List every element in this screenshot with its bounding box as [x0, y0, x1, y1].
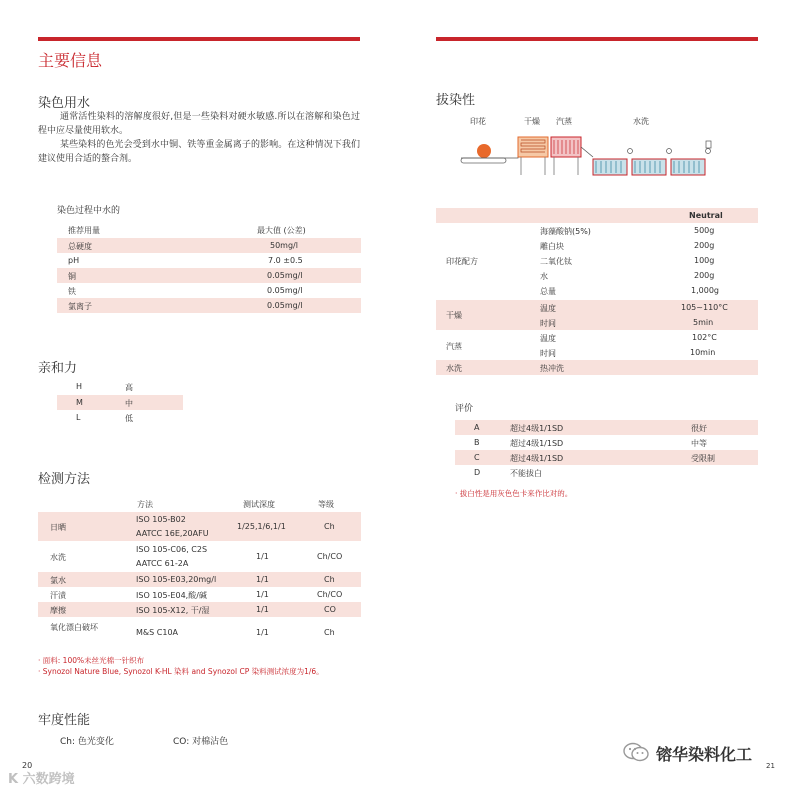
water-row-value: 0.05mg/l [267, 271, 303, 280]
process-label-steam: 汽蒸 [556, 117, 572, 126]
recipe-item-label: 水 [540, 272, 548, 281]
testing-row-grade: Ch/CO [317, 590, 343, 599]
testing-header-grade: 等级 [318, 500, 334, 509]
recipe-item-value: 105~110°C [681, 303, 728, 312]
water-row-band [57, 298, 361, 313]
fastness-co-legend: CO: 对棉沾色 [173, 737, 229, 747]
affinity-code: H [76, 382, 83, 391]
affinity-level: 低 [125, 414, 133, 423]
recipe-item-label: 时间 [540, 349, 556, 358]
testing-row-method: ISO 105-C06, C2S [136, 545, 208, 554]
testing-row-name: 氯水 [50, 576, 66, 585]
process-label-wash: 水洗 [633, 117, 649, 126]
testing-row-method: ISO 105-B02 [136, 515, 186, 524]
testing-row-method: AATCC 61-2A [136, 559, 189, 568]
recipe-item-label: 二氧化钛 [540, 257, 572, 266]
affinity-code: M [76, 398, 83, 407]
water-paragraph-1: 通常活性染料的溶解度很好,但是一些染料对硬水敏感.所以在溶解和染色过程中应尽量使用软水。 [38, 112, 360, 136]
recipe-item-label: 雕白块 [540, 242, 564, 251]
testing-row-name: 日晒 [50, 523, 66, 532]
testing-row-grade: CO [324, 605, 336, 614]
evaluation-rating: 受限制 [691, 454, 715, 463]
recipe-group-name: 干燥 [446, 311, 462, 320]
affinity-level: 中 [125, 399, 133, 408]
left-page-number: 20 [22, 761, 33, 770]
testing-row-depth: 1/1 [256, 552, 269, 561]
testing-row-grade: Ch [324, 628, 335, 637]
evaluation-table [455, 420, 758, 482]
recipe-item-label: 温度 [540, 304, 556, 313]
testing-row-depth: 1/25,1/6,1/1 [237, 522, 286, 531]
recipe-column-header: Neutral [689, 211, 723, 220]
evaluation-title: 评价 [455, 404, 474, 414]
fastness-ch-legend: Ch: 色光变化 [60, 737, 114, 747]
process-diagram-graphic [458, 127, 758, 193]
water-paragraph-2: 某些染料的色光会受到水中铜、铁等重金属离子的影响。在这种情况下我们建议使用合适的螯合剂。 [38, 140, 360, 164]
affinity-section-title: 亲和力 [38, 361, 78, 376]
testing-row-depth: 1/1 [256, 628, 269, 637]
testing-row-grade: Ch/CO [317, 552, 343, 561]
water-row-label: 铜 [68, 272, 76, 281]
water-table-title: 染色过程中水的 [57, 206, 121, 216]
evaluation-grade: D [474, 468, 481, 477]
evaluation-note: · 拔白性是用灰色色卡来作比对的。 [455, 489, 573, 498]
page-heading: 主要信息 [38, 51, 103, 70]
testing-row-depth: 1/1 [256, 590, 269, 599]
evaluation-grade: C [474, 453, 480, 462]
testing-row-name: 氧化漂白破坏 [50, 623, 98, 632]
water-row-band [57, 238, 361, 253]
testing-row-depth: 1/1 [256, 605, 269, 614]
recipe-item-value: 5min [693, 318, 714, 327]
left-top-rule [38, 37, 360, 41]
water-row-label: 氯离子 [68, 302, 92, 311]
right-watermark: 镕华染料化工 [656, 745, 753, 764]
recipe-item-value: 200g [694, 241, 715, 250]
testing-row-name: 水洗 [50, 553, 66, 562]
recipe-item-value: 100g [694, 256, 715, 265]
water-row-label: pH [68, 256, 80, 265]
testing-row-method: M&S C10A [136, 628, 178, 637]
recipe-item-label: 时间 [540, 319, 556, 328]
recipe-group-name: 水洗 [446, 364, 462, 373]
testing-row-method: AATCC 16E,20AFU [136, 529, 209, 538]
affinity-table [57, 379, 183, 425]
print-belt-icon [461, 158, 506, 163]
print-roller-icon [477, 144, 491, 158]
fastness-section-title: 牢度性能 [38, 713, 91, 728]
water-table [57, 222, 361, 314]
affinity-code: L [76, 413, 81, 422]
discharge-section-title: 拔染性 [436, 93, 476, 108]
testing-row-grade: Ch [324, 522, 335, 531]
water-header-usage: 推荐用量 [68, 226, 100, 235]
recipe-item-value: 1,000g [691, 286, 719, 295]
left-watermark: K 六数跨境 [8, 772, 75, 787]
testing-section-title: 检测方法 [38, 472, 91, 487]
evaluation-criterion: 超过4级1/1SD [510, 439, 564, 448]
affinity-level: 高 [125, 383, 133, 392]
water-row-band [57, 268, 361, 283]
testing-row-name: 摩擦 [50, 606, 66, 615]
testing-header-depth: 测试深度 [243, 500, 275, 509]
recipe-row-band [436, 360, 758, 375]
recipe-item-value: 102°C [692, 333, 717, 342]
process-label-dry: 干燥 [524, 117, 540, 126]
wechat-icon [622, 741, 650, 763]
water-section-title: 染色用水 [38, 96, 91, 111]
right-top-rule [436, 37, 758, 41]
water-row-label: 总硬度 [68, 242, 92, 251]
evaluation-criterion: 超过4级1/1SD [510, 454, 564, 463]
testing-note-concentration: · Synozol Nature Blue, Synozol K-HL 染料 and Synozol CP 染料测试浓度为1/6。 [38, 667, 324, 676]
evaluation-criterion: 超过4级1/1SD [510, 424, 564, 433]
recipe-item-label: 海藻酸钠(5%) [540, 227, 591, 236]
recipe-item-label: 热冲洗 [540, 364, 564, 373]
testing-row-depth: 1/1 [256, 575, 269, 584]
water-row-label: 铁 [68, 287, 76, 296]
testing-row-method: ISO 105-E04,酸/碱 [136, 591, 207, 600]
recipe-item-value: 10min [690, 348, 716, 357]
evaluation-row-band [455, 420, 758, 435]
testing-row-method: ISO 105-X12, 干/湿 [136, 606, 210, 615]
recipe-group-name: 印花配方 [446, 257, 478, 266]
testing-table [38, 496, 361, 644]
testing-row-grade: Ch [324, 575, 335, 584]
testing-row-method: ISO 105-E03,20mg/l [136, 575, 217, 584]
testing-row-name: 汗渍 [50, 591, 66, 600]
recipe-item-value: 500g [694, 226, 715, 235]
process-diagram [458, 113, 758, 193]
process-label-print: 印花 [470, 117, 486, 126]
recipe-item-label: 温度 [540, 334, 556, 343]
evaluation-rating: 中等 [691, 439, 707, 448]
water-row-value: 0.05mg/l [267, 286, 303, 295]
water-row-value: 7.0 ±0.5 [268, 256, 303, 265]
evaluation-rating: 很好 [691, 424, 707, 433]
recipe-item-label: 总量 [540, 287, 556, 296]
evaluation-criterion: 不能拔白 [510, 469, 542, 478]
recipe-item-value: 200g [694, 271, 715, 280]
water-header-max: 最大值 (公差) [257, 226, 306, 235]
evaluation-grade: A [474, 423, 480, 432]
recipe-group-name: 汽蒸 [446, 342, 462, 351]
testing-header-method: 方法 [137, 500, 153, 509]
water-row-value: 0.05mg/l [267, 301, 303, 310]
testing-note-fabric: · 面料: 100%未丝光棉一针织布 [38, 656, 145, 665]
right-page-number: 21 [766, 762, 775, 770]
water-row-value: 50mg/l [270, 241, 298, 250]
discharge-recipe-table [436, 208, 758, 376]
wash-tanks-icon [593, 141, 711, 175]
evaluation-grade: B [474, 438, 480, 447]
